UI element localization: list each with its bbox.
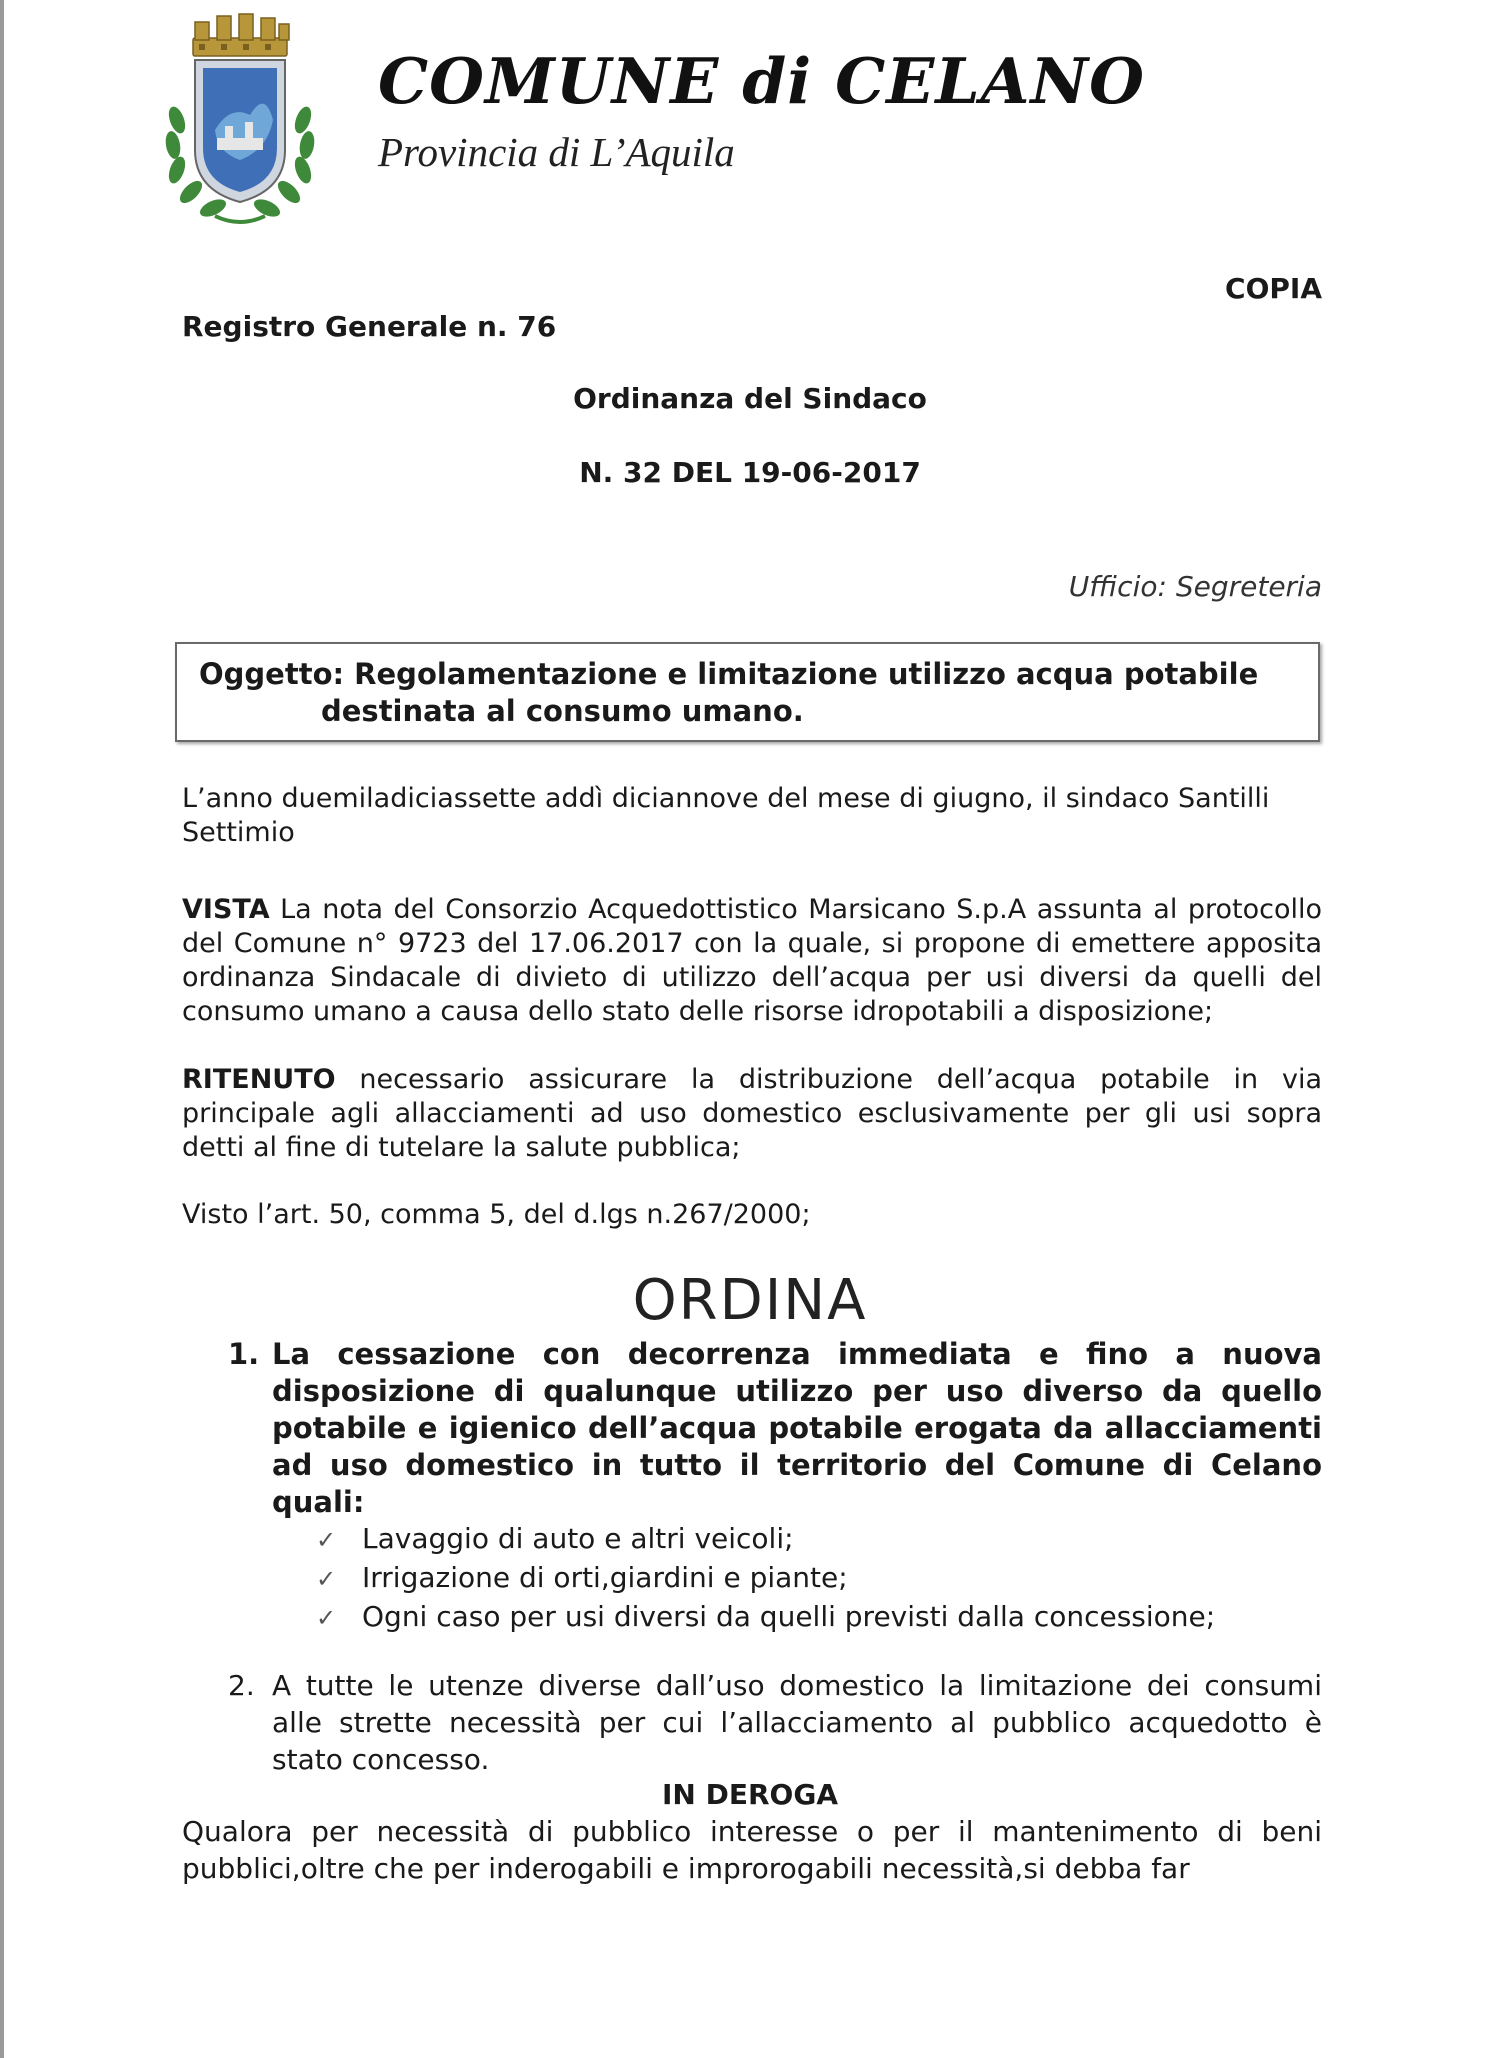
ordina-heading: ORDINA [632,1268,868,1333]
check-icon: ✓ [316,1526,337,1554]
list-item-text: A tutte le utenze diverse dall’uso domestico la limitazione dei consumi alle strette necessità per cui l’allacciamento al pubblico acquedotto è stato concesso. [272,1669,1322,1776]
check-text: Irrigazione di orti,giardini e piante; [362,1561,848,1594]
ordinanza-title: Ordinanza del Sindaco [573,382,927,415]
intro-paragraph: L’anno duemiladiciassette addì diciannove del mese di giugno, il sindaco Santilli Settimio [182,783,1270,848]
visto-paragraph: Visto l’art. 50, comma 5, del d.lgs n.267/2000; [182,1199,811,1230]
coat-of-arms-icon [155,10,325,232]
check-list-item [316,1598,1215,1637]
vista-paragraph [182,893,1322,1029]
oggetto-text [199,656,1309,730]
registro-generale: Registro Generale n. 76 [182,310,557,343]
deroga-heading: IN DEROGA [662,1778,838,1811]
list-item [228,1667,1322,1778]
ordinanza-number: N. 32 DEL 19-06-2017 [579,456,921,489]
page-edge [0,0,4,2058]
vista-text: La nota del Consorzio Acquedottistico Marsicano S.p.A assunta al protocollo del Comune n° 9723 del 17.06.2017 con la quale, si propone di emettere apposita ordinanza Sindacale di divieto di utilizzo dell’acqua per usi diversi da quelli del consumo umano a causa dello stato delle risorse idropotabili a disposizione; [182,894,1322,1027]
oggetto-box [175,642,1320,742]
check-icon: ✓ [316,1565,337,1593]
list-item-text: La cessazione con decorrenza immediata e fino a nuova disposizione di qualunque utilizzo per uso diverso da quello potabile e igienico dell’acqua potabile erogata da allacciamenti ad uso domestico in tutto il territorio del Comune di Celano quali: [272,1337,1322,1519]
list-item [228,1336,1322,1521]
list-item-number: 1. [228,1337,260,1371]
check-list-item [316,1559,1215,1598]
oggetto-line-2: destinata al consumo umano. [321,694,804,728]
header-subtitle: Provincia di L’Aquila [378,129,735,175]
ritenuto-paragraph [182,1063,1322,1165]
ufficio-label: Ufficio: Segreteria [1068,570,1322,603]
list-item-number: 2. [228,1669,255,1702]
ritenuto-keyword: RITENUTO [182,1064,336,1095]
copy-label: COPIA [1225,272,1322,305]
ritenuto-text: necessario assicurare la distribuzione dell’acqua potabile in via principale agli allacciamenti ad uso domestico esclusivamente per gli usi sopra detti al fine di tutelare la salute pubblica; [182,1064,1322,1163]
qualora-paragraph: Qualora per necessità di pubblico interesse o per il mantenimento di beni pubblici,oltre che per inderogabili e improrogabili necessità,si debba far [182,1815,1322,1885]
check-text: Ogni caso per usi diversi da quelli previsti dalla concessione; [362,1600,1216,1633]
check-list-item [316,1520,1215,1559]
vista-keyword: VISTA [182,894,270,925]
oggetto-line-1: Oggetto: Regolamentazione e limitazione utilizzo acqua potabile [199,657,1259,691]
check-text: Lavaggio di auto e altri veicoli; [362,1522,794,1555]
check-list [316,1520,1215,1637]
check-icon: ✓ [316,1604,337,1632]
header-title: COMUNE di CELANO [378,44,1145,118]
